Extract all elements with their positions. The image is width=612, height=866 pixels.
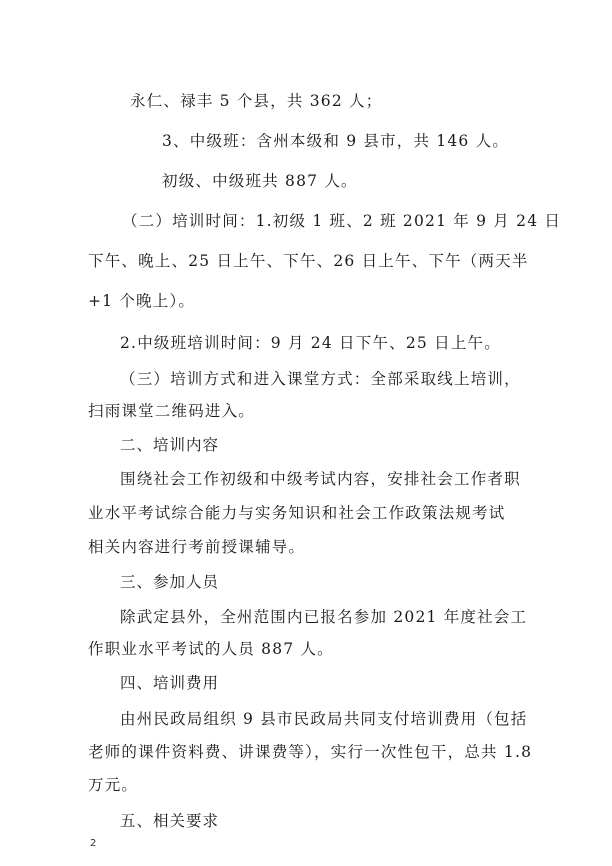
text-line: 围绕社会工作初级和中级考试内容，安排社会工作者职 <box>120 470 521 488</box>
text-line: 3、中级班：含州本级和 9 县市，共 146 人。 <box>162 132 510 150</box>
text-line: 由州民政局组织 9 县市民政局共同支付培训费用（包括 <box>120 710 528 728</box>
text-line: 下午、晚上、25 日上午、下午、26 日上午、下午（两天半 <box>88 252 529 270</box>
text-line: 初级、中级班共 887 人。 <box>162 172 358 190</box>
text-line: 扫雨课堂二维码进入。 <box>88 402 256 420</box>
text-line: 老师的课件资料费、讲课费等），实行一次性包干，总共 1.8 <box>88 743 533 761</box>
text-line: 2.中级班培训时间：9 月 24 日下午、25 日上午。 <box>120 334 501 352</box>
page-number: 2 <box>90 838 97 849</box>
text-line: 业水平考试综合能力与实务知识和社会工作政策法规考试 <box>88 504 506 522</box>
section-heading: 五、相关要求 <box>120 812 220 830</box>
text-line: +1 个晚上）。 <box>88 292 196 310</box>
text-line: 万元。 <box>88 776 139 794</box>
text-line: 除武定县外，全州范围内已报名参加 2021 年度社会工 <box>120 608 528 626</box>
section-heading: 四、培训费用 <box>120 674 220 692</box>
text-line: 永仁、禄丰 5 个县，共 362 人； <box>130 92 383 110</box>
section-heading: 二、培训内容 <box>120 436 220 454</box>
text-line: （三）培训方式和进入课堂方式：全部采取线上培训， <box>120 370 521 388</box>
section-heading: 三、参加人员 <box>120 573 220 591</box>
text-line: （二）培训时间：1.初级 1 班、2 班 2021 年 9 月 24 日 <box>122 212 562 230</box>
text-line: 相关内容进行考前授课辅导。 <box>88 538 306 556</box>
text-line: 作职业水平考试的人员 887 人。 <box>88 640 334 658</box>
